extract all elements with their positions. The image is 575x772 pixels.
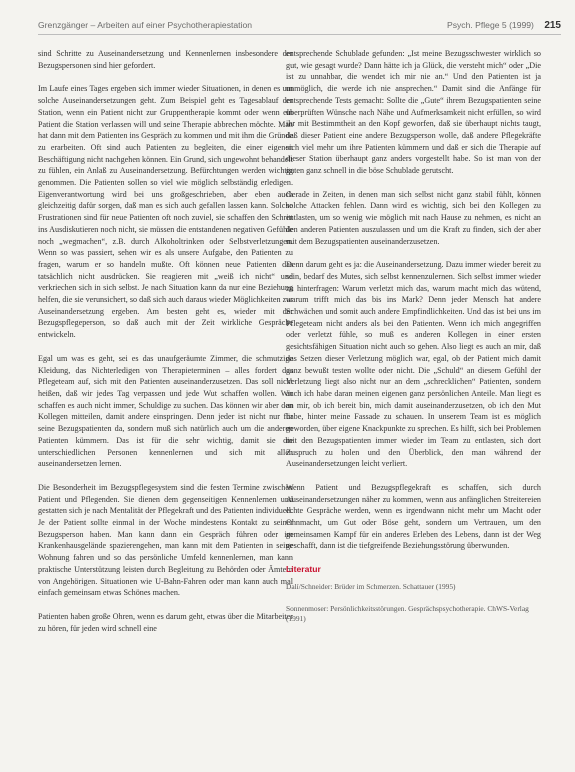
literature-heading: Literatur bbox=[286, 564, 321, 575]
literature-item: Dalí/Schneider: Brüder im Schmerzen. Schattauer (1995) bbox=[286, 581, 456, 591]
page-number: 215 bbox=[544, 20, 561, 31]
paragraph: Patienten haben große Ohren, wenn es darum geht, etwas über die Mitarbeiter zu hören, für jeden wird schnell eine bbox=[38, 611, 293, 633]
running-header bbox=[38, 20, 561, 35]
article-title: Grenzgänger – Arbeiten auf einer Psychotherapiestation bbox=[38, 20, 253, 30]
journal-name: Psych. Pflege 5 (1999) bbox=[446, 20, 534, 30]
paragraph: Im Laufe eines Tages ergeben sich immer wieder Situationen, in denen es um solche Auseinandersetzungen geht. Zum Beispiel geht es Tagesablauf der Station, wenn ein Patient nicht zur Gruppentherapie kommt oder wenn ein Patient die Station verlassen will und seine Therapie abbrechen möchte. Man hat dann mit dem Patienten ins Gespräch zu kommen und mit ihm die Gründe zu erarbeiten. Oft sind auch Patienten zu begleiten, die einer eigenen Beschäftigung nicht nachgehen können. Ein Grund, sich ungewohnt behandelt zu fühlen, ein Anlaß zu Auseinandersetzung. Befürchtungen werden wichtig genommen. Die Patienten sollen so viel wie möglich selbständig erledigen. Eigenverantwortung wird bei uns großgeschrieben, aber eben auch gleichzeitig dafür sorgen, daß man es sich auch gefallen lassen kann. Solche Frustrationen sind für neue Patienten oft noch zuviel, sie schaffen den Schritt ins Ausdiskutieren noch nicht, sie müssen die entstandenen negativen Gefühle noch „wegmachen“, z.B. durch Alkoholtrinken oder Selbstverletzungen. Wenn so was passiert, sehen wir es als unsere Aufgabe, den Patienten zu fragen, warum er so handeln mußte. Oft können neue Patienten das tatsächlich nicht ausdrücken. Sie reagieren mit „weiß ich nicht“ und verkriechen sich in sich selbst. Je nach Situation kann da nur eine Beziehung helfen, die sie verunsichert, so daß sich auch daraus wieder Möglichkeiten zur Auseinandersetzung ergeben. Am besten geht es, wieder mit der Bezugspflegeperson, so daß auch mit der Zeit wirkliche Gespräche entwickeln. bbox=[38, 84, 293, 340]
left-column bbox=[38, 48, 293, 646]
paragraph: Wenn Patient und Bezugspflegekraft es schaffen, sich durch Auseinandersetzungen näher zu kommen, wenn aus anfänglichen Streitereien echte Gespräche werden, wenn es irgendwann nicht mehr um Macht oder Ohnmacht, um Gut oder Böse geht, sondern um Vertrauen, um den gemeinsamen Kampf für ein anderes Erleben des Lebens, dann ist der Weg geschafft, dann ist die tiefgreifende Beziehungsstörung überwunden. bbox=[286, 482, 541, 551]
paragraph: sind Schritte zu Auseinandersetzung und Kennenlernen insbesondere der Bezugspersonen sind hier gefordert. bbox=[38, 49, 293, 70]
right-column bbox=[286, 48, 541, 636]
paragraph: entsprechende Schublade gefunden: „Ist meine Bezugsschwester wirklich so gut, wie gesagt wurde? Dann hätte ich ja Glück, die versteht mich“ oder „Die ist zu unnahbar, die wendet ich mir nie an.“ Und den Patienten ist ja unmöglich, die werde ich nie ansprechen.“ Damit sind die Anfänge für entsprechende Tests gemacht: Sollte die „Gute“ ihrem Bezugspatienten seine überprüften Wünsche nach Nähe und Aufmerksamkeit nicht erfüllen, so wird ihr mit Bestimmtheit an den Kopf geworfen, daß sie überhaupt nichts taugt, daß dieser Patient eine andere Bezugsperson wolle, daß andere Pflegekräfte sich viel mehr um ihre Patienten kümmern und daß er sich die Therapie auf dieser Station überhaupt ganz anders vorgestellt habe. So ist man von der guten ganz schnell in die böse Schublade gerutscht. bbox=[286, 49, 541, 176]
paragraph: Gerade in Zeiten, in denen man sich selbst nicht ganz stabil fühlt, können solche Attacken fehlen. Dann wird es wichtig, sich bei den Kollegen zu entlasten, um so wenig wie möglich mit nach Hause zu nehmen, es nicht an den anderen Patienten auszulassen und um die Kraft zu finden, sich der aber mit dem Bezugspatienten auseinanderzusetzen. bbox=[286, 189, 541, 246]
journal-reference bbox=[447, 20, 561, 31]
paragraph: Denn darum geht es ja: die Auseinandersetzung. Dazu immer wieder bereit zu sein, bedarf des Mutes, sich selbst kennenzulernen. Sich selbst immer wieder zu hinterfragen: Warum verletzt mich das, warum macht mich das wütend, warum trifft mich das bis ins Mark? Denn jeder Mensch hat andere Schwächen und somit auch andere Empfindlichkeiten. Und das ist bei uns im Pflegeteam nicht anders als bei den Patienten. Wenn ich mich angegriffen oder verletzt fühle, so muß es anderen Kollegen in einer ersten gesichtsfähigen Situation nicht auch so gehen. Also liegt es auch an mir, daß das Setzen dieser Verletzung möglich war, egal, ob der Patient mich damit ganz bewußt testen wollte oder nicht. Die „Schuld“ an diesem Gefühl der Verletzung liegt also nicht nur an dem „schrecklichen“ Patienten, sondern auch ich habe daran meinen eigenen ganz persönlichen Anteile. Man liegt es an mir, ob ich bereit bin, mich damit auseinanderzusetzen, ob ich den Mut habe, hinter meine Fassade zu schauen. In unserem Team ist es möglich geworden, über eigene Knackpunkte zu sprechen. Es hilft, sich bei Problemen mit den Bezugspatienten immer wieder im Team zu entlasten, sich dort Zuspruch zu holen und den Überblick, den man während der Auseinandersetzungen leicht verliert. bbox=[286, 260, 541, 469]
paragraph: Egal um was es geht, sei es das unaufgeräumte Zimmer, die schmutzige Kleidung, das Nichterledigen von Therapieterminen – alles fordert das Pflegeteam auf, sich mit den Patienten auseinanderzusetzen. Das soll nicht heißen, daß wir jedes Tag verpassen und jede Wut schaffen wollen. Wir schaffen es auch nicht immer, Schuldige zu suchen. Das können wir aber den Kollegen mitteilen, damit andere einspringen. Denn jeder ist nicht nur für seine Bezugspatienten da, sondern muß sich natürlich auch um die anderen Patienten kümmern. Das ist für die sehr wichtig, damit sie die unterschiedlichen Personen kennenlernen und sich mit allen auseinandersetzen lernen. bbox=[38, 353, 293, 469]
paragraph: Die Besonderheit im Bezugspflegesystem sind die festen Termine zwischen Patient und Pflegenden. Sie dienen dem gegenseitigen Kennenlernen und gestatten sich je nach Mentalität der Pflegekraft und des Patienten individuell. Je der Patient sollte einmal in der Woche mindestens Kontakt zu seiner Bezugsperson haben. Man kann dann ein Gespräch führen oder im Krankenhausgelände spazierengehen, man kann mit dem Patienten in seine Wohnung fahren und so das persönliche Umfeld kennenlernen, man kann praktische Unterstützung leisten durch Begleitung zu Behörden oder Ämtern von Angehörigen. Situationen wie U-Bahn-Fahren oder man kann auch mal einfach gemeinsam etwas Schönes machen. bbox=[38, 482, 293, 598]
literature-item: Sonnenmoser: Persönlichkeitsstörungen. Gesprächspsychotherapie. ChWS-Verlag (1991) bbox=[286, 603, 529, 623]
